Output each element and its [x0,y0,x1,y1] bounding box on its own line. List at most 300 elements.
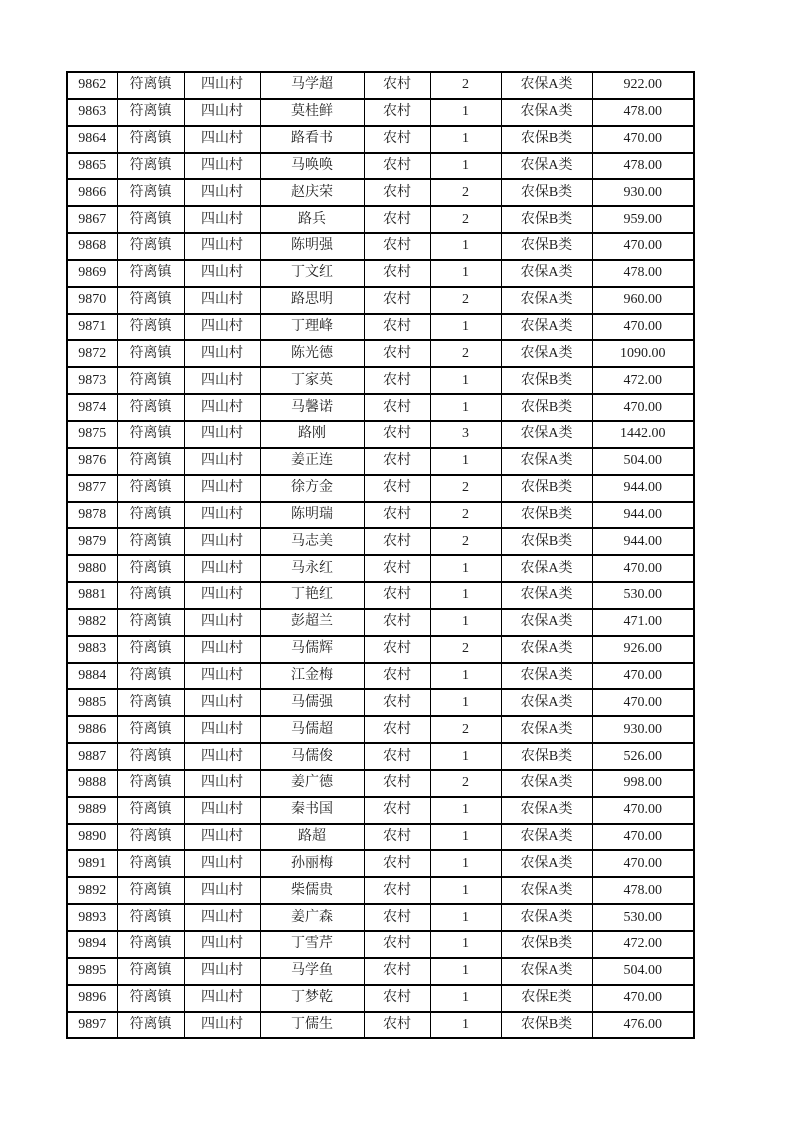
cell-village: 四山村 [184,179,260,206]
cell-residence: 农村 [364,99,430,126]
cell-insurance_type: 农保A类 [501,636,592,663]
table-row [67,797,694,824]
cell-amount: 944.00 [592,528,694,555]
cell-insurance_type: 农保A类 [501,850,592,877]
cell-id: 9864 [67,126,117,153]
cell-id: 9878 [67,502,117,529]
cell-village: 四山村 [184,394,260,421]
cell-amount: 504.00 [592,958,694,985]
cell-name: 彭超兰 [260,609,364,636]
cell-count: 1 [430,582,501,609]
cell-insurance_type: 农保B类 [501,233,592,260]
cell-insurance_type: 农保E类 [501,985,592,1012]
cell-amount: 470.00 [592,985,694,1012]
table-row [67,206,694,233]
cell-town: 符离镇 [117,502,184,529]
cell-town: 符离镇 [117,233,184,260]
cell-town: 符离镇 [117,287,184,314]
table-row [67,528,694,555]
cell-count: 2 [430,716,501,743]
cell-count: 1 [430,448,501,475]
cell-amount: 478.00 [592,260,694,287]
table-row [67,824,694,851]
cell-id: 9889 [67,797,117,824]
cell-town: 符离镇 [117,904,184,931]
cell-count: 1 [430,394,501,421]
cell-count: 1 [430,663,501,690]
table-row [67,153,694,180]
cell-amount: 504.00 [592,448,694,475]
cell-count: 1 [430,609,501,636]
cell-town: 符离镇 [117,609,184,636]
cell-amount: 470.00 [592,126,694,153]
table-row [67,1012,694,1039]
cell-village: 四山村 [184,206,260,233]
cell-insurance_type: 农保B类 [501,475,592,502]
cell-residence: 农村 [364,448,430,475]
cell-count: 1 [430,850,501,877]
cell-amount: 470.00 [592,850,694,877]
cell-name: 徐方金 [260,475,364,502]
cell-count: 1 [430,743,501,770]
cell-village: 四山村 [184,904,260,931]
cell-insurance_type: 农保A类 [501,287,592,314]
cell-count: 1 [430,1012,501,1039]
table-row [67,367,694,394]
cell-name: 马永红 [260,555,364,582]
table-row [67,287,694,314]
cell-town: 符离镇 [117,582,184,609]
cell-count: 2 [430,475,501,502]
cell-residence: 农村 [364,260,430,287]
cell-name: 丁家英 [260,367,364,394]
cell-village: 四山村 [184,824,260,851]
cell-count: 1 [430,689,501,716]
cell-count: 2 [430,287,501,314]
cell-count: 2 [430,179,501,206]
cell-insurance_type: 农保A类 [501,877,592,904]
cell-residence: 农村 [364,609,430,636]
cell-residence: 农村 [364,582,430,609]
cell-id: 9867 [67,206,117,233]
table-row [67,99,694,126]
cell-residence: 农村 [364,850,430,877]
cell-insurance_type: 农保A类 [501,314,592,341]
cell-count: 2 [430,72,501,99]
cell-name: 丁艳红 [260,582,364,609]
cell-village: 四山村 [184,716,260,743]
cell-name: 莫桂鲜 [260,99,364,126]
cell-amount: 960.00 [592,287,694,314]
cell-id: 9885 [67,689,117,716]
table-row [67,931,694,958]
cell-village: 四山村 [184,1012,260,1039]
cell-village: 四山村 [184,555,260,582]
table-row [67,72,694,99]
cell-residence: 农村 [364,770,430,797]
cell-insurance_type: 农保A类 [501,340,592,367]
cell-insurance_type: 农保B类 [501,931,592,958]
cell-count: 1 [430,797,501,824]
cell-name: 路超 [260,824,364,851]
cell-amount: 470.00 [592,797,694,824]
cell-residence: 农村 [364,126,430,153]
cell-name: 姜广森 [260,904,364,931]
cell-insurance_type: 农保A类 [501,153,592,180]
cell-village: 四山村 [184,287,260,314]
cell-residence: 农村 [364,877,430,904]
cell-id: 9888 [67,770,117,797]
cell-amount: 478.00 [592,99,694,126]
cell-id: 9873 [67,367,117,394]
cell-amount: 998.00 [592,770,694,797]
table-row [67,340,694,367]
cell-amount: 472.00 [592,367,694,394]
cell-count: 1 [430,985,501,1012]
cell-residence: 农村 [364,904,430,931]
cell-name: 马志美 [260,528,364,555]
cell-id: 9868 [67,233,117,260]
cell-insurance_type: 农保A类 [501,72,592,99]
cell-insurance_type: 农保A类 [501,797,592,824]
table-row [67,475,694,502]
cell-town: 符离镇 [117,475,184,502]
table-row [67,126,694,153]
cell-residence: 农村 [364,555,430,582]
cell-residence: 农村 [364,153,430,180]
cell-residence: 农村 [364,287,430,314]
cell-count: 1 [430,99,501,126]
cell-amount: 470.00 [592,394,694,421]
cell-id: 9895 [67,958,117,985]
cell-id: 9872 [67,340,117,367]
cell-residence: 农村 [364,179,430,206]
cell-town: 符离镇 [117,448,184,475]
cell-name: 路思明 [260,287,364,314]
cell-name: 路看书 [260,126,364,153]
cell-amount: 471.00 [592,609,694,636]
cell-name: 秦书国 [260,797,364,824]
cell-count: 1 [430,555,501,582]
cell-name: 马儒超 [260,716,364,743]
cell-name: 马唤唤 [260,153,364,180]
cell-name: 马学超 [260,72,364,99]
cell-insurance_type: 农保B类 [501,1012,592,1039]
cell-insurance_type: 农保B类 [501,206,592,233]
cell-id: 9866 [67,179,117,206]
cell-id: 9862 [67,72,117,99]
cell-name: 姜正连 [260,448,364,475]
cell-id: 9883 [67,636,117,663]
cell-amount: 530.00 [592,904,694,931]
cell-id: 9880 [67,555,117,582]
cell-village: 四山村 [184,72,260,99]
cell-id: 9863 [67,99,117,126]
cell-insurance_type: 农保B类 [501,126,592,153]
cell-insurance_type: 农保A类 [501,716,592,743]
cell-town: 符离镇 [117,850,184,877]
cell-residence: 农村 [364,502,430,529]
cell-town: 符离镇 [117,206,184,233]
cell-residence: 农村 [364,931,430,958]
cell-name: 马儒辉 [260,636,364,663]
cell-id: 9870 [67,287,117,314]
cell-insurance_type: 农保A类 [501,770,592,797]
cell-village: 四山村 [184,931,260,958]
cell-id: 9893 [67,904,117,931]
cell-id: 9879 [67,528,117,555]
cell-id: 9876 [67,448,117,475]
cell-insurance_type: 农保B类 [501,528,592,555]
cell-village: 四山村 [184,689,260,716]
cell-town: 符离镇 [117,260,184,287]
table-row [67,985,694,1012]
cell-town: 符离镇 [117,421,184,448]
table-row [67,502,694,529]
cell-count: 1 [430,877,501,904]
cell-id: 9894 [67,931,117,958]
cell-name: 陈明强 [260,233,364,260]
cell-amount: 470.00 [592,663,694,690]
cell-count: 1 [430,958,501,985]
cell-residence: 农村 [364,528,430,555]
cell-residence: 农村 [364,663,430,690]
cell-name: 柴儒贵 [260,877,364,904]
cell-count: 1 [430,824,501,851]
table-row [67,394,694,421]
cell-id: 9874 [67,394,117,421]
cell-town: 符离镇 [117,797,184,824]
cell-village: 四山村 [184,340,260,367]
cell-residence: 农村 [364,475,430,502]
cell-insurance_type: 农保A类 [501,904,592,931]
cell-name: 路刚 [260,421,364,448]
cell-town: 符离镇 [117,99,184,126]
cell-village: 四山村 [184,877,260,904]
cell-amount: 1090.00 [592,340,694,367]
cell-insurance_type: 农保B类 [501,367,592,394]
cell-amount: 959.00 [592,206,694,233]
table-row [67,421,694,448]
cell-amount: 922.00 [592,72,694,99]
cell-town: 符离镇 [117,153,184,180]
cell-town: 符离镇 [117,689,184,716]
cell-name: 马学鱼 [260,958,364,985]
table-row [67,555,694,582]
cell-count: 2 [430,770,501,797]
cell-id: 9875 [67,421,117,448]
cell-insurance_type: 农保B类 [501,743,592,770]
cell-village: 四山村 [184,314,260,341]
cell-village: 四山村 [184,153,260,180]
cell-residence: 农村 [364,314,430,341]
cell-residence: 农村 [364,985,430,1012]
cell-amount: 944.00 [592,502,694,529]
cell-name: 孙丽梅 [260,850,364,877]
cell-id: 9896 [67,985,117,1012]
cell-count: 2 [430,340,501,367]
cell-village: 四山村 [184,260,260,287]
cell-insurance_type: 农保A类 [501,663,592,690]
cell-village: 四山村 [184,797,260,824]
cell-amount: 470.00 [592,555,694,582]
cell-residence: 农村 [364,716,430,743]
cell-amount: 526.00 [592,743,694,770]
cell-count: 1 [430,931,501,958]
cell-town: 符离镇 [117,340,184,367]
table-row [67,314,694,341]
cell-insurance_type: 农保A类 [501,609,592,636]
cell-town: 符离镇 [117,770,184,797]
cell-count: 1 [430,153,501,180]
cell-town: 符离镇 [117,1012,184,1039]
cell-village: 四山村 [184,502,260,529]
cell-amount: 470.00 [592,689,694,716]
cell-village: 四山村 [184,448,260,475]
cell-village: 四山村 [184,743,260,770]
cell-name: 丁理峰 [260,314,364,341]
cell-residence: 农村 [364,206,430,233]
cell-insurance_type: 农保B类 [501,179,592,206]
cell-insurance_type: 农保A类 [501,824,592,851]
cell-id: 9869 [67,260,117,287]
cell-town: 符离镇 [117,179,184,206]
cell-town: 符离镇 [117,72,184,99]
cell-insurance_type: 农保B类 [501,502,592,529]
cell-amount: 530.00 [592,582,694,609]
cell-name: 路兵 [260,206,364,233]
cell-id: 9897 [67,1012,117,1039]
cell-town: 符离镇 [117,126,184,153]
cell-id: 9877 [67,475,117,502]
records-table [66,71,695,1039]
cell-amount: 944.00 [592,475,694,502]
cell-residence: 农村 [364,394,430,421]
cell-town: 符离镇 [117,824,184,851]
cell-town: 符离镇 [117,367,184,394]
cell-town: 符离镇 [117,394,184,421]
cell-id: 9891 [67,850,117,877]
cell-id: 9890 [67,824,117,851]
cell-residence: 农村 [364,72,430,99]
cell-count: 1 [430,904,501,931]
cell-residence: 农村 [364,824,430,851]
cell-name: 马儒强 [260,689,364,716]
cell-town: 符离镇 [117,931,184,958]
cell-village: 四山村 [184,421,260,448]
cell-village: 四山村 [184,663,260,690]
cell-residence: 农村 [364,1012,430,1039]
cell-village: 四山村 [184,367,260,394]
cell-count: 2 [430,636,501,663]
table-row [67,663,694,690]
table-body [67,72,694,1038]
cell-town: 符离镇 [117,663,184,690]
cell-amount: 930.00 [592,716,694,743]
table-row [67,958,694,985]
cell-insurance_type: 农保A类 [501,421,592,448]
cell-name: 江金梅 [260,663,364,690]
cell-name: 陈光德 [260,340,364,367]
table-row [67,260,694,287]
cell-name: 陈明瑞 [260,502,364,529]
cell-village: 四山村 [184,609,260,636]
table-row [67,448,694,475]
cell-name: 赵庆荣 [260,179,364,206]
cell-residence: 农村 [364,367,430,394]
cell-village: 四山村 [184,770,260,797]
cell-village: 四山村 [184,850,260,877]
cell-count: 2 [430,502,501,529]
cell-count: 1 [430,367,501,394]
cell-residence: 农村 [364,743,430,770]
cell-amount: 926.00 [592,636,694,663]
table-row [67,179,694,206]
table-row [67,636,694,663]
cell-residence: 农村 [364,421,430,448]
cell-insurance_type: 农保A类 [501,260,592,287]
cell-insurance_type: 农保A类 [501,555,592,582]
cell-town: 符离镇 [117,528,184,555]
cell-village: 四山村 [184,99,260,126]
cell-village: 四山村 [184,528,260,555]
cell-town: 符离镇 [117,716,184,743]
cell-amount: 470.00 [592,233,694,260]
table-row [67,689,694,716]
cell-id: 9887 [67,743,117,770]
table-row [67,609,694,636]
cell-count: 1 [430,126,501,153]
table-row [67,770,694,797]
table-row [67,716,694,743]
cell-name: 马馨诺 [260,394,364,421]
cell-id: 9865 [67,153,117,180]
cell-id: 9886 [67,716,117,743]
table-row [67,743,694,770]
cell-amount: 470.00 [592,314,694,341]
cell-town: 符离镇 [117,877,184,904]
cell-village: 四山村 [184,233,260,260]
cell-insurance_type: 农保A类 [501,582,592,609]
cell-count: 3 [430,421,501,448]
cell-town: 符离镇 [117,314,184,341]
cell-name: 丁雪芹 [260,931,364,958]
cell-count: 2 [430,528,501,555]
table-row [67,233,694,260]
cell-id: 9881 [67,582,117,609]
cell-insurance_type: 农保B类 [501,394,592,421]
cell-name: 丁儒生 [260,1012,364,1039]
cell-amount: 478.00 [592,877,694,904]
table-row [67,850,694,877]
table-row [67,877,694,904]
cell-insurance_type: 农保A类 [501,689,592,716]
cell-amount: 1442.00 [592,421,694,448]
cell-name: 马儒俊 [260,743,364,770]
cell-id: 9884 [67,663,117,690]
cell-insurance_type: 农保A类 [501,448,592,475]
cell-town: 符离镇 [117,985,184,1012]
cell-amount: 476.00 [592,1012,694,1039]
table-row [67,582,694,609]
cell-name: 丁梦乾 [260,985,364,1012]
cell-amount: 470.00 [592,824,694,851]
cell-count: 2 [430,206,501,233]
cell-count: 1 [430,260,501,287]
cell-village: 四山村 [184,475,260,502]
cell-village: 四山村 [184,126,260,153]
cell-residence: 农村 [364,636,430,663]
